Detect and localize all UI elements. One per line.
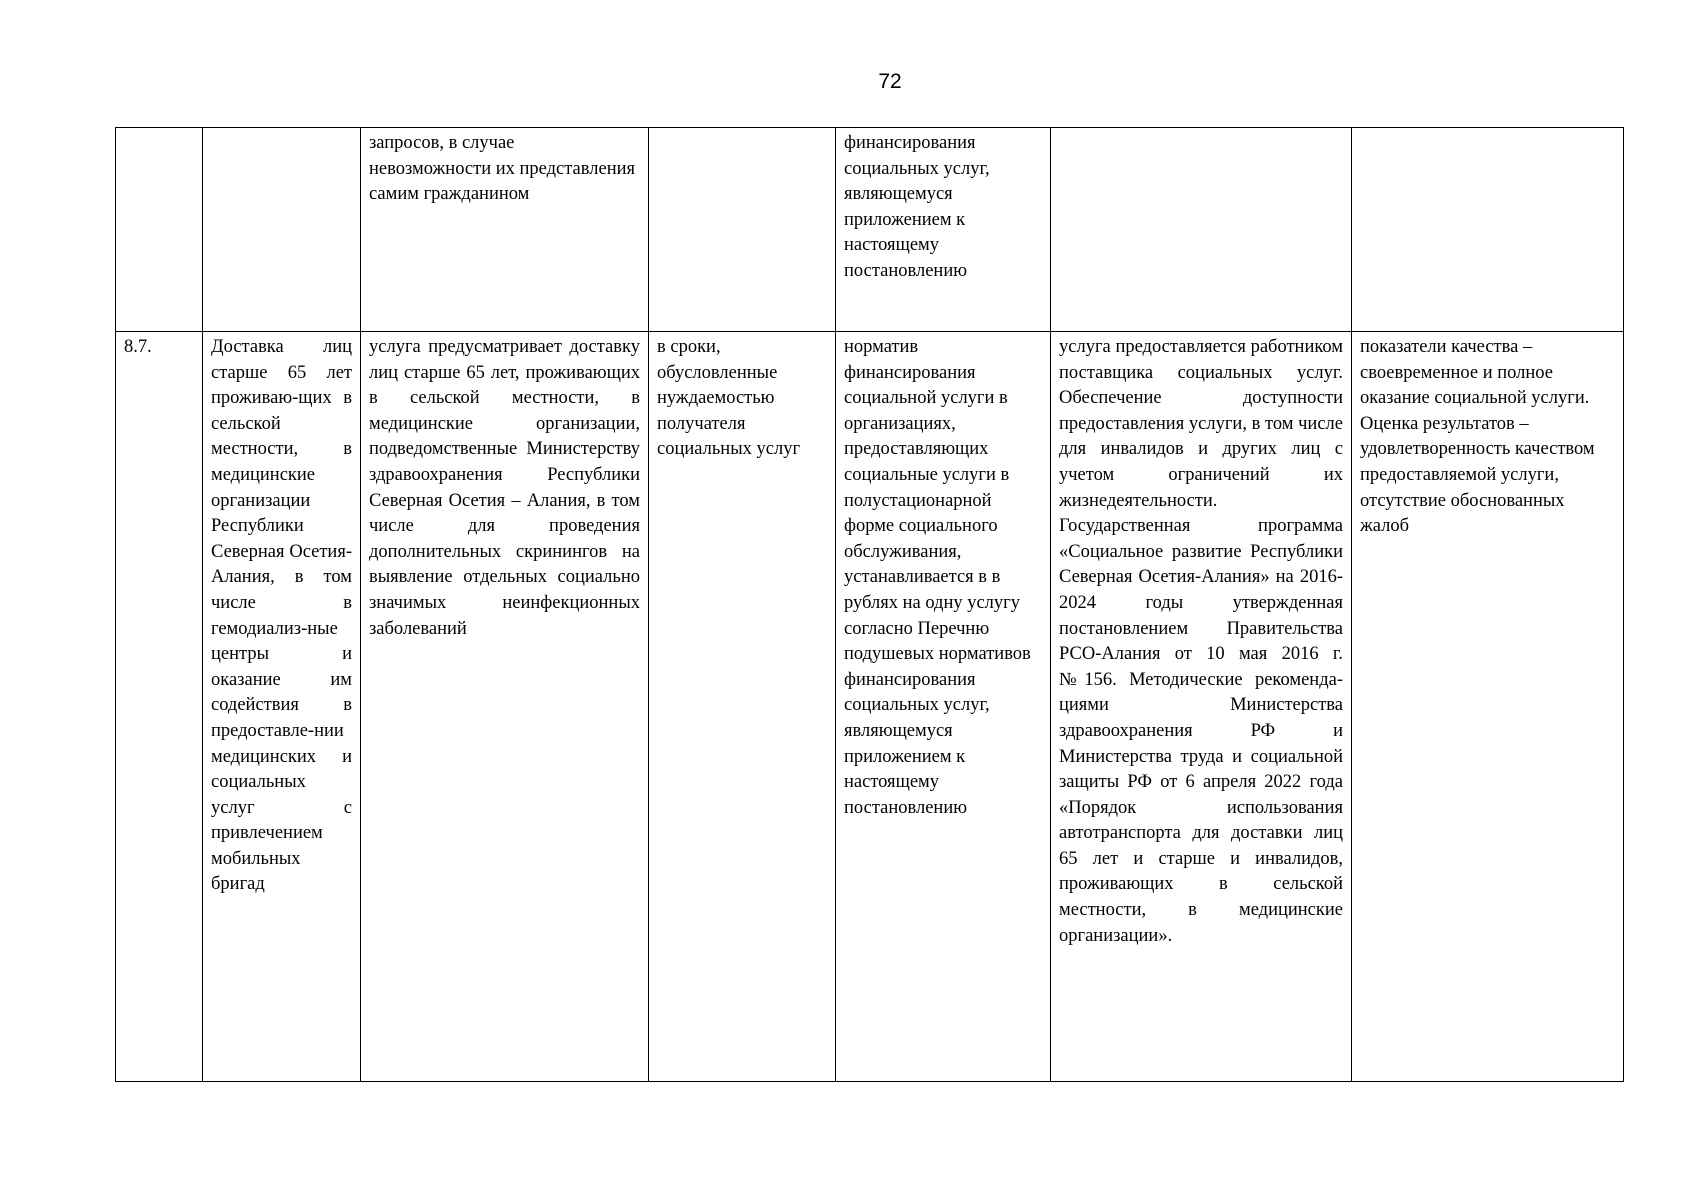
cell-quality	[1352, 128, 1624, 332]
table-row	[116, 128, 1624, 332]
cell-norms: финансирования социальных услуг, являющемуся приложением к настоящему постановлению	[836, 128, 1051, 332]
services-table	[115, 127, 1624, 1082]
cell-quality: показатели качества – своевременное и полное оказание социальной услуги. Оценка результатов – удовлетворенность качеством предоставляемой услуги, отсутствие обоснованных жалоб	[1352, 332, 1624, 1082]
cell-name: Доставка лиц старше 65 лет проживаю-щих в сельской местности, в медицинские организации Республики Северная Осетия-Алания, в том числе в гемодиализ-ные центры и оказание им содействия в предоставле-нии медицинских и социальных услуг с привлечением мобильных бригад	[203, 332, 361, 1082]
cell-terms	[649, 128, 836, 332]
cell-description: услуга предусматривает доставку лиц старше 65 лет, проживающих в сельской местности, в медицинские организации, подведомственные Министерству здравоохранения Республики Северная Осетия – Алания, в том числе для проведения дополнительных скринингов на выявление отдельных социально значимых неинфекционных заболеваний	[361, 332, 649, 1082]
cell-conditions	[1051, 128, 1352, 332]
cell-norms: норматив финансирования социальной услуги в организациях, предоставляющих социальные услуги в полустационарной форме социального обслуживания, устанавливается в в рублях на одну услугу согласно Перечню подушевых нормативов финансирования социальных услуг, являющемуся приложением к настоящему постановлению	[836, 332, 1051, 1082]
cell-conditions: услуга предоставляется работником поставщика социальных услуг. Обеспечение доступности предоставления услуги, в том числе для инвалидов и других лиц с учетом ограничений их жизнедеятельности. Государственная программа «Социальное развитие Республики Северная Осетия-Алания» на 2016-2024 годы утвержденная постановлением Правительства РСО-Алания от 10 мая 2016 г. №156. Методические рекоменда-циями Министерства здравоохранения РФ и Министерства труда и социальной защиты РФ от 6 апреля 2022 года «Порядок использования автотранспорта для доставки лиц 65 лет и старше и инвалидов, проживающих в сельской местности, в медицинские организации».	[1051, 332, 1352, 1082]
page-number: 72	[878, 70, 902, 93]
cell-name	[203, 128, 361, 332]
cell-terms: в сроки, обусловленные нуждаемостью получателя социальных услуг	[649, 332, 836, 1082]
cell-description: запросов, в случае невозможности их представления самим гражданином	[361, 128, 649, 332]
cell-number	[116, 128, 203, 332]
table-row	[116, 332, 1624, 1082]
cell-number: 8.7.	[116, 332, 203, 1082]
